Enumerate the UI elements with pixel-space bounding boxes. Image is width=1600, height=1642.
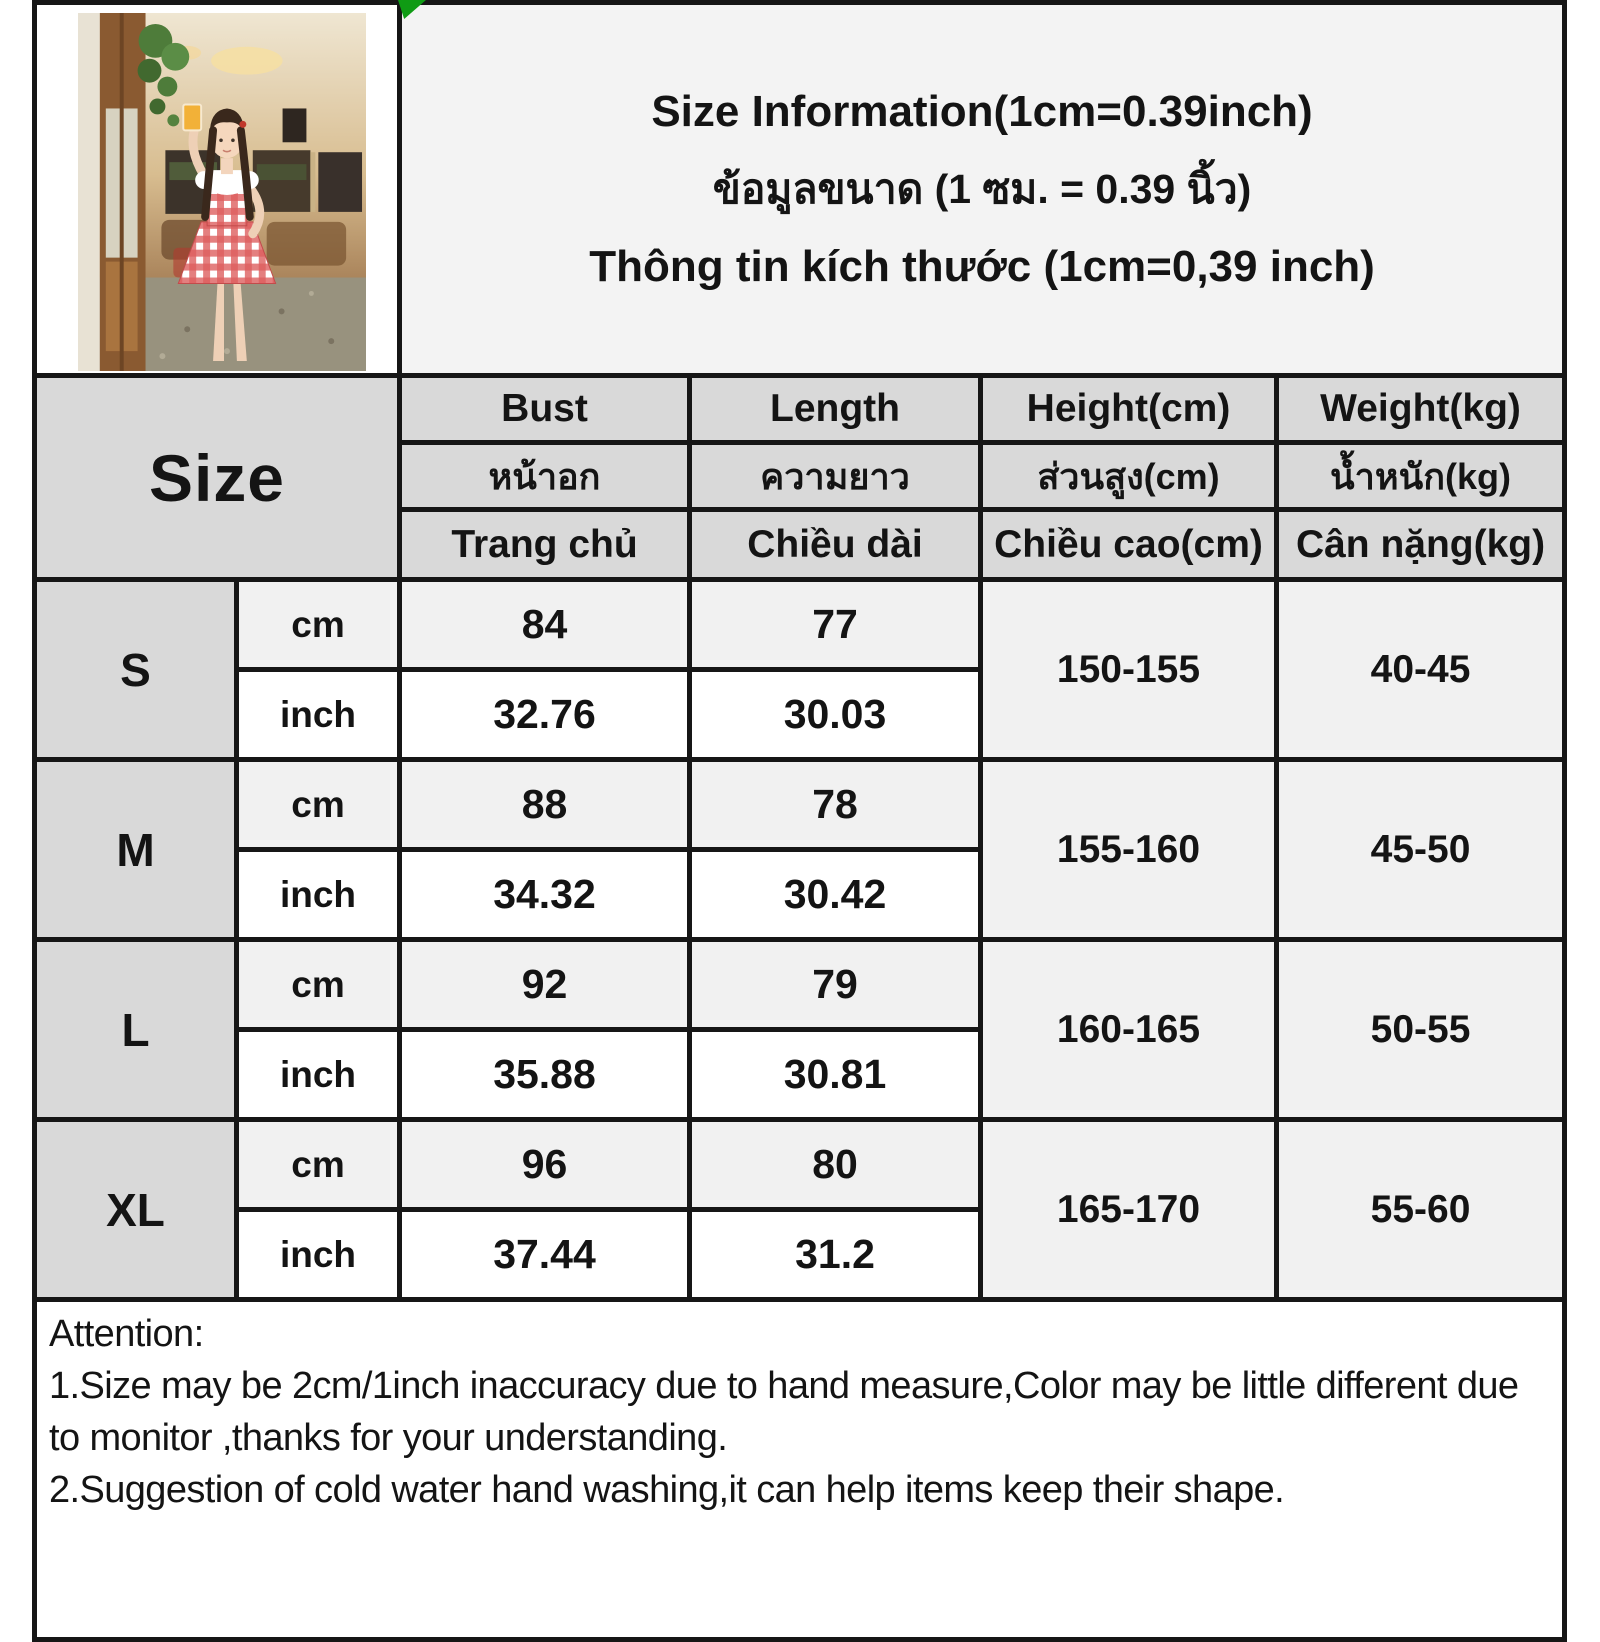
length-cm-xl: 80 xyxy=(690,1120,981,1210)
col-height-th: ส่วนสูง(cm) xyxy=(981,443,1277,510)
col-weight-th: น้ำหนัก(kg) xyxy=(1277,443,1565,510)
length-inch-xl: 31.2 xyxy=(690,1210,981,1300)
bust-cm-xl: 96 xyxy=(400,1120,690,1210)
size-header: Size xyxy=(35,376,400,580)
length-inch-l: 30.81 xyxy=(690,1030,981,1120)
height-m: 155-160 xyxy=(981,760,1277,940)
unit-inch-s: inch xyxy=(237,670,400,760)
size-label-xl: XL xyxy=(35,1120,237,1300)
size-table xyxy=(32,0,1567,1302)
col-bust-en: Bust xyxy=(400,376,690,443)
weight-l: 50-55 xyxy=(1277,940,1565,1120)
attention-notes xyxy=(32,1302,1567,1642)
title-cell xyxy=(400,3,1565,376)
length-inch-s: 30.03 xyxy=(690,670,981,760)
table-row-xl-cm xyxy=(35,1120,1565,1210)
col-weight-vi: Cân nặng(kg) xyxy=(1277,510,1565,580)
length-cm-s: 77 xyxy=(690,580,981,670)
unit-inch-xl: inch xyxy=(237,1210,400,1300)
attention-heading: Attention: xyxy=(49,1313,204,1355)
length-cm-l: 79 xyxy=(690,940,981,1030)
weight-xl: 55-60 xyxy=(1277,1120,1565,1300)
length-cm-m: 78 xyxy=(690,760,981,850)
height-xl: 165-170 xyxy=(981,1120,1277,1300)
product-photo-cell xyxy=(35,3,400,376)
col-weight-en: Weight(kg) xyxy=(1277,376,1565,443)
height-s: 150-155 xyxy=(981,580,1277,760)
col-length-vi: Chiều dài xyxy=(690,510,981,580)
table-row-s-cm xyxy=(35,580,1565,670)
unit-cm-m: cm xyxy=(237,760,400,850)
attention-note-1: 1.Size may be 2cm/1inch inaccuracy due to hand measure,Color may be little different due to monitor ,thanks for your understanding. xyxy=(49,1365,1519,1460)
size-label-s: S xyxy=(35,580,237,760)
col-height-vi: Chiều cao(cm) xyxy=(981,510,1277,580)
attention-note-2: 2.Suggestion of cold water hand washing,it can help items keep their shape. xyxy=(49,1469,1285,1512)
unit-inch-l: inch xyxy=(237,1030,400,1120)
product-photo xyxy=(78,13,366,371)
bust-cm-m: 88 xyxy=(400,760,690,850)
col-length-th: ความยาว xyxy=(690,443,981,510)
table-row-l-cm xyxy=(35,940,1565,1030)
bust-inch-xl: 37.44 xyxy=(400,1210,690,1300)
unit-cm-l: cm xyxy=(237,940,400,1030)
unit-cm-s: cm xyxy=(237,580,400,670)
bust-inch-l: 35.88 xyxy=(400,1030,690,1120)
bust-inch-m: 34.32 xyxy=(400,850,690,940)
product-photo-illustration xyxy=(78,13,366,371)
bust-inch-s: 32.76 xyxy=(400,670,690,760)
col-bust-vi: Trang chủ xyxy=(400,510,690,580)
size-info-title-th: ข้อมูลขนาด (1 ซม. = 0.39 นิ้ว) xyxy=(712,165,1252,212)
size-info-title-en: Size Information(1cm=0.39inch) xyxy=(651,86,1313,136)
unit-inch-m: inch xyxy=(237,850,400,940)
size-chart-sheet xyxy=(32,0,1568,1642)
height-l: 160-165 xyxy=(981,940,1277,1120)
bust-cm-l: 92 xyxy=(400,940,690,1030)
weight-m: 45-50 xyxy=(1277,760,1565,940)
table-row-m-cm xyxy=(35,760,1565,850)
weight-s: 40-45 xyxy=(1277,580,1565,760)
col-bust-th: หน้าอก xyxy=(400,443,690,510)
size-info-title-vi: Thông tin kích thước (1cm=0,39 inch) xyxy=(589,241,1375,291)
size-label-l: L xyxy=(35,940,237,1120)
length-inch-m: 30.42 xyxy=(690,850,981,940)
unit-cm-xl: cm xyxy=(237,1120,400,1210)
size-label-m: M xyxy=(35,760,237,940)
col-height-en: Height(cm) xyxy=(981,376,1277,443)
col-length-en: Length xyxy=(690,376,981,443)
bust-cm-s: 84 xyxy=(400,580,690,670)
